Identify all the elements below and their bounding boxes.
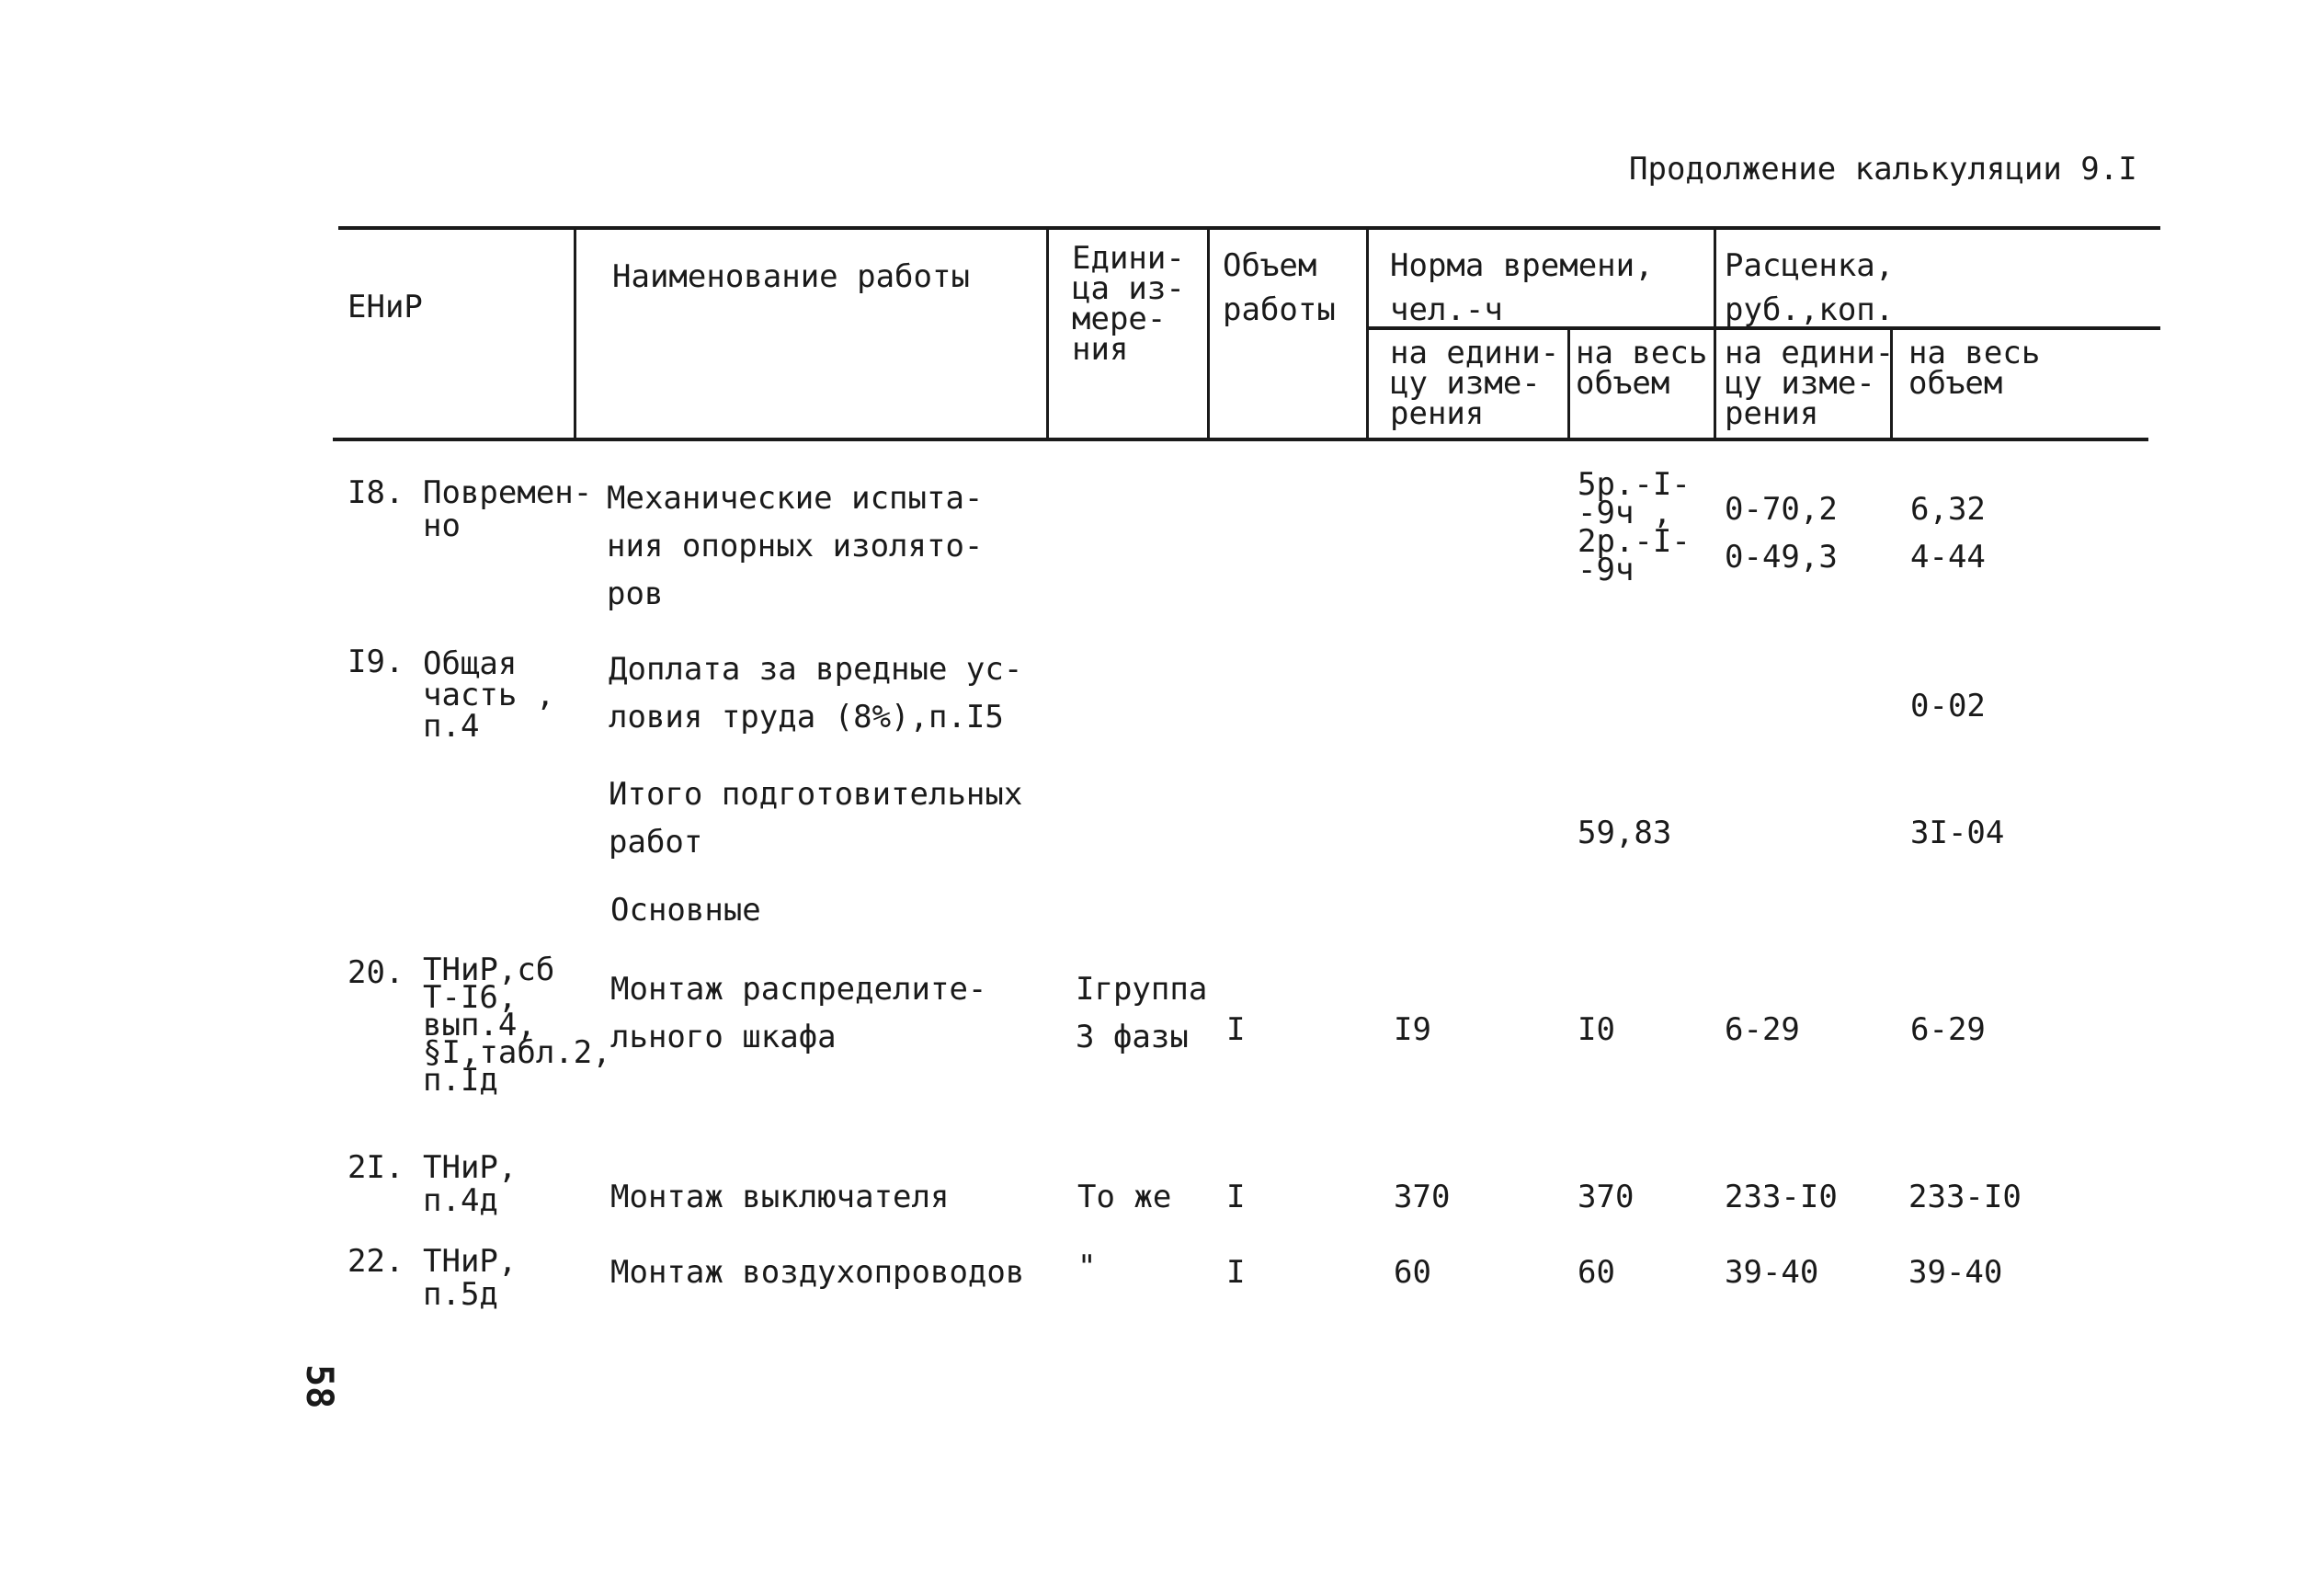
- header-time-norm-total: на весь объем: [1576, 335, 1708, 402]
- row-rate-total: 233-I0: [1908, 1179, 2022, 1215]
- row-norm-per-unit: I9: [1394, 1011, 1431, 1048]
- row-enir: ТНиР,сб Т-I6, вып.4, §I,табл.2, п.Iд: [423, 952, 611, 1099]
- header-rate: Расценка, руб.,коп.: [1725, 247, 1895, 328]
- row-unit: ": [1077, 1248, 1097, 1285]
- row-enir: Общая часть , п.4: [423, 645, 555, 745]
- column-divider-3: [1207, 226, 1210, 439]
- subtotal-rate-total: 3I-04: [1910, 815, 2005, 851]
- row-unit: То же: [1077, 1179, 1172, 1215]
- header-work-name: Наименование работы: [612, 258, 970, 295]
- row-unit: Iгруппа 3 фазы: [1076, 971, 1208, 1055]
- row-work-name: Доплата за вредные ус- ловия труда (8%),п.I5: [609, 651, 1023, 735]
- header-volume: Объем работы: [1223, 247, 1336, 328]
- header-enir: ЕНиР: [347, 289, 423, 325]
- row-work-name: Монтаж выключателя: [610, 1179, 950, 1215]
- table-top-rule: [338, 226, 2160, 230]
- row-work-name: Монтаж воздухопроводов: [610, 1254, 1025, 1291]
- column-divider-5: [1567, 328, 1570, 439]
- row-rate-per-unit: 0-70,2 0-49,3: [1725, 491, 1838, 576]
- row-volume: I: [1226, 1011, 1246, 1048]
- row-norm-total: I0: [1578, 1011, 1615, 1048]
- row-volume: I: [1226, 1254, 1246, 1291]
- row-enir: ТНиР, п.5д: [423, 1243, 518, 1313]
- row-rate-total: 6,32 4-44: [1910, 491, 1986, 576]
- row-number: I8.: [347, 474, 404, 511]
- row-norm-per-unit: 60: [1394, 1254, 1431, 1291]
- section-heading: Основные: [610, 892, 761, 929]
- row-enir: ТНиР, п.4д: [423, 1149, 518, 1219]
- row-work-name: Механические испыта- ния опорных изолято- ров: [607, 480, 984, 612]
- row-rate-total: 6-29: [1910, 1011, 1986, 1048]
- row-rate-per-unit: 6-29: [1725, 1011, 1800, 1048]
- row-number: 2I.: [347, 1149, 404, 1186]
- column-divider-4: [1366, 226, 1369, 439]
- row-rate-per-unit: 39-40: [1725, 1254, 1819, 1291]
- row-volume: I: [1226, 1179, 1246, 1215]
- row-norm-per-unit: 370: [1394, 1179, 1451, 1215]
- row-rate-total: 39-40: [1908, 1254, 2003, 1291]
- row-number: 20.: [347, 954, 404, 991]
- row-norm-total: 60: [1578, 1254, 1615, 1291]
- row-norm-total: 5р.-I- -9ч , 2р.-I- -9ч: [1578, 466, 1691, 588]
- row-enir: Повремен- но: [423, 474, 593, 544]
- header-rate-per-unit: на едини- цу изме- рения: [1725, 335, 1895, 432]
- row-number: 22.: [347, 1243, 404, 1280]
- column-divider-6: [1714, 226, 1716, 439]
- header-unit: Едини- ца из- мере- ния: [1072, 240, 1185, 368]
- row-norm-total: 370: [1578, 1179, 1635, 1215]
- column-divider-1: [574, 226, 576, 439]
- table-caption: Продолжение калькуляции 9.I: [1629, 151, 2137, 188]
- row-work-name: Монтаж распределите- льного шкафа: [610, 971, 987, 1055]
- header-time-norm-per-unit: на едини- цу изме- рения: [1390, 335, 1560, 432]
- column-divider-2: [1046, 226, 1049, 439]
- subtotal-norm-total: 59,83: [1578, 815, 1672, 851]
- header-time-norm: Норма времени, чел.-ч: [1390, 247, 1654, 328]
- page-number: 58: [298, 1364, 340, 1409]
- header-rate-total: на весь объем: [1908, 335, 2041, 402]
- row-rate-per-unit: 233-I0: [1725, 1179, 1838, 1215]
- subtotal-label: Итого подготовительных работ: [609, 776, 1023, 861]
- row-number: I9.: [347, 644, 404, 680]
- row-rate-total: 0-02: [1910, 688, 1986, 724]
- header-bottom-rule: [333, 438, 2148, 441]
